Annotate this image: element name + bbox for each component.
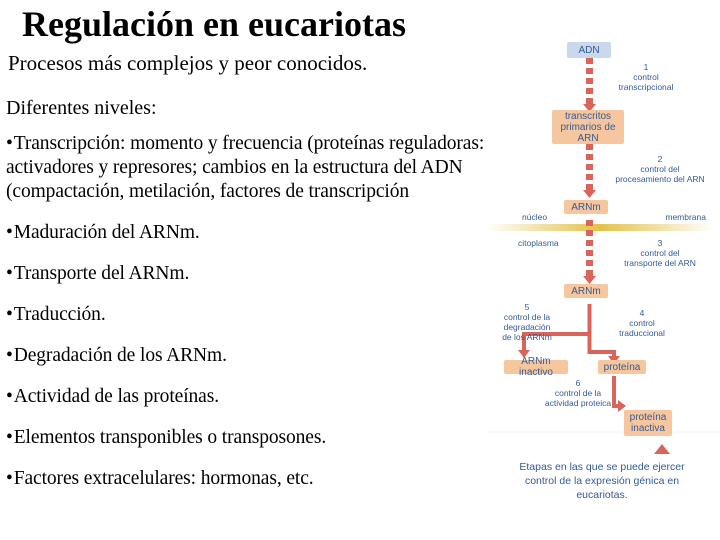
bullet-dot: • (6, 345, 13, 366)
transcritos-box: transcritos primarios de ARN (552, 110, 624, 144)
bullet-dot: • (6, 386, 13, 407)
bullet-text: Factores extracelulares: hormonas, etc. (13, 468, 314, 489)
arnm-nucleo-box: ARNm (564, 200, 608, 214)
step5-label: 5 control de la degradación de los ARNm (502, 302, 552, 342)
nucleo-label: núcleo (522, 212, 548, 222)
bullet-item (6, 132, 488, 204)
arnm-citoplasma-box: ARNm (564, 284, 608, 298)
step6-label: 6 control de la actividad proteica (544, 378, 612, 408)
bullet-dot: • (6, 304, 13, 325)
bullet-text: Transcripción: momento y frecuencia (proteínas reguladoras: activadores y represores; cambios en la estructura del ADN (compactación, metilación, factores de transcripción (6, 133, 485, 202)
arrow-head-3 (583, 276, 596, 284)
bullet-text: Traducción. (13, 304, 106, 325)
main-arrow-column (586, 58, 593, 276)
membrana-label: membrana (665, 212, 706, 222)
bullet-item (6, 426, 488, 450)
proteina-inactiva-box: proteína inactiva (624, 410, 672, 436)
bullet-dot: • (6, 468, 13, 489)
bullet-dot: • (6, 222, 13, 243)
bullet-text: Maduración del ARNm. (13, 222, 200, 243)
bullet-item (6, 303, 488, 327)
text-column (6, 96, 488, 508)
arnm-inactivo-box: ARNm inactivo (504, 360, 568, 374)
bullet-item (6, 262, 488, 286)
bullet-item (6, 467, 488, 491)
arrow-head-2 (583, 190, 596, 198)
diagram-caption: Etapas en las que se puede ejercer control de la expresión génica en eucariotas. (519, 461, 685, 501)
citoplasma-label: citoplasma (518, 238, 559, 248)
step1-label: 1 control transcripcional (618, 62, 674, 92)
bullet-text: Degradación de los ARNm. (13, 345, 227, 366)
slide-subtitle: Procesos más complejos y peor conocidos. (8, 51, 368, 75)
gene-expression-diagram (484, 34, 720, 540)
slide-title: Regulación en eucariotas (22, 4, 406, 44)
step3-label: 3 control del transporte del ARN (624, 238, 696, 268)
bullet-list (6, 132, 488, 491)
bullet-text: Transporte del ARNm. (13, 263, 190, 284)
bullet-text: Elementos transponibles o transposones. (13, 427, 327, 448)
proteina-box: proteína (598, 360, 646, 374)
bullet-dot: • (6, 263, 13, 284)
bullet-item (6, 385, 488, 409)
bullet-item (6, 344, 488, 368)
bullet-item (6, 221, 488, 245)
adn-box: ADN (567, 42, 611, 58)
step4-label: 4 control traduccional (619, 308, 665, 338)
caption-marker-icon (654, 444, 670, 454)
bullet-text: Actividad de las proteínas. (13, 386, 219, 407)
bullet-dot: • (6, 133, 13, 154)
bullet-dot: • (6, 427, 13, 448)
membrane-band (486, 224, 714, 231)
step2-label: 2 control del procesamiento del ARN (615, 154, 705, 184)
levels-heading: Diferentes niveles: (6, 97, 157, 119)
